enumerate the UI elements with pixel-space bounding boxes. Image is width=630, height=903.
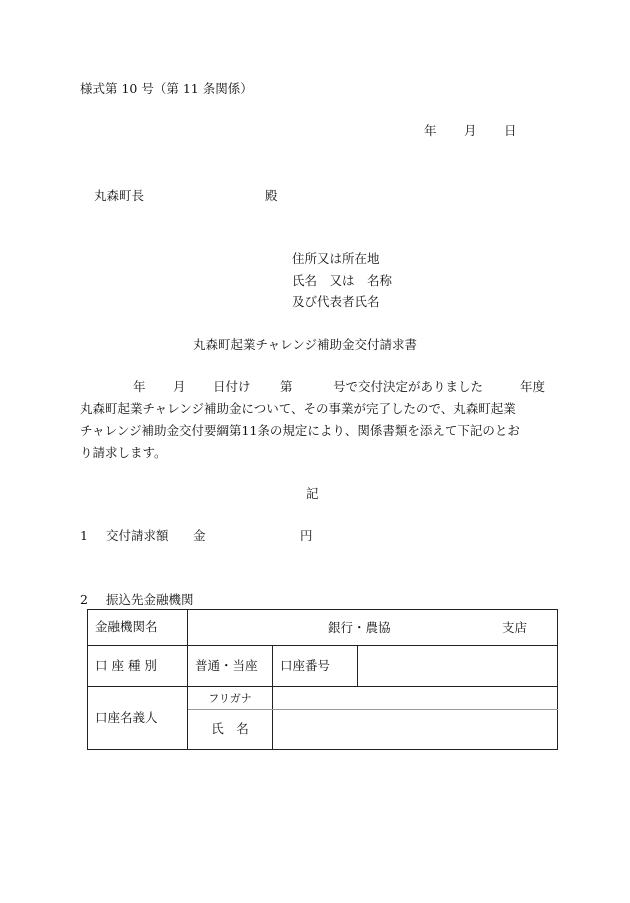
holder-name-label: 氏 名	[211, 721, 249, 737]
item1-currency: 金	[193, 528, 206, 543]
furigana-label: フリガナ	[208, 691, 252, 705]
item2-label: 振込先金融機関	[106, 592, 194, 607]
body-line-2: 丸森町起業チャレンジ補助金について、その事業が完了したので、丸森町起業	[80, 401, 516, 416]
furigana-label-cell	[188, 687, 273, 710]
document-title: 丸森町起業チャレンジ補助金交付請求書	[193, 337, 418, 352]
bank-row-account	[88, 646, 558, 687]
item1-number: 1	[80, 528, 88, 543]
applicant-address-label: 住所又は所在地	[292, 251, 380, 266]
addressee-honorific: 殿	[265, 188, 278, 203]
date-year: 年	[424, 123, 437, 138]
institution-value-cell[interactable]	[188, 610, 558, 646]
account-type-label-cell	[88, 646, 188, 687]
account-type-label: 口 座 種 別	[95, 657, 157, 673]
institution-label: 金融機関名	[95, 619, 158, 635]
item1-unit: 円	[300, 528, 313, 543]
bank-union-label: 銀行・農協	[328, 620, 391, 635]
body-line-3: チャレンジ補助金交付要綱第11条の規定により、関係書類を添えて下記のとお	[80, 423, 520, 438]
holder-name-value-cell[interactable]	[273, 710, 558, 750]
body-year: 年	[133, 379, 146, 394]
body-line-4: り請求します。	[80, 445, 167, 460]
form-number: 様式第 10 号（第 11 条関係）	[80, 81, 253, 96]
account-type-value: 普通・当座	[195, 657, 258, 673]
account-number-label: 口座番号	[280, 657, 331, 673]
item2-number: 2	[80, 592, 88, 607]
branch-label: 支店	[502, 620, 528, 635]
body-month: 月	[173, 379, 186, 394]
holder-name-label-cell	[188, 710, 273, 750]
bank-row-furigana	[88, 687, 558, 710]
bank-table	[87, 609, 558, 750]
holder-label: 口座名義人	[95, 709, 158, 725]
applicant-representative-label: 及び代表者氏名	[292, 294, 380, 309]
holder-label-cell	[88, 687, 188, 750]
institution-label-cell	[88, 610, 188, 646]
applicant-name-label: 氏名 又は 名称	[292, 273, 393, 288]
bank-row-institution	[88, 610, 558, 646]
body-dated: 日付け	[213, 379, 251, 394]
date-day: 日	[504, 123, 517, 138]
item1-label: 交付請求額	[106, 528, 169, 543]
account-number-value-cell[interactable]	[358, 646, 558, 687]
addressee-name: 丸森町長	[94, 188, 145, 203]
body-fiscal-year: 年度	[520, 379, 546, 394]
date-month: 月	[464, 123, 477, 138]
furigana-value-cell[interactable]	[273, 687, 558, 710]
ki-label: 記	[306, 486, 319, 501]
body-number-prefix: 第	[280, 379, 293, 394]
body-number-suffix: 号で交付決定がありました	[333, 379, 484, 394]
account-number-label-cell	[273, 646, 358, 687]
account-type-value-cell[interactable]	[188, 646, 273, 687]
